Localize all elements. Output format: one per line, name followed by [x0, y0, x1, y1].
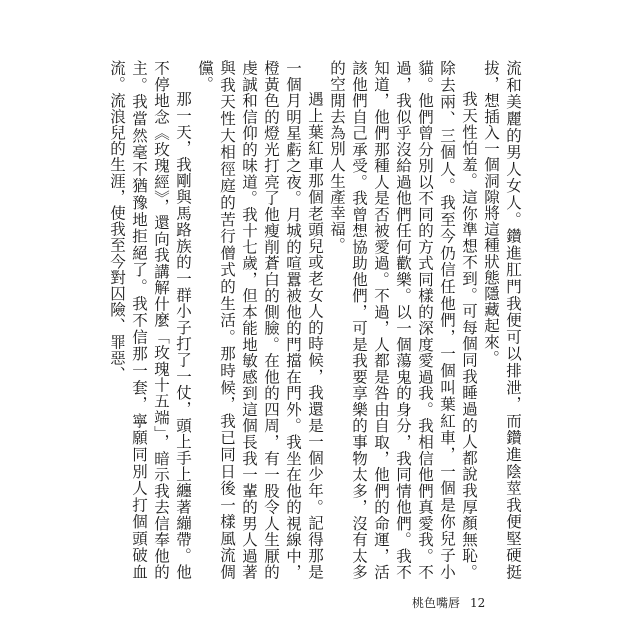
book-title: 桃色嘴唇	[412, 596, 461, 610]
paragraph-1: 流和美麗的男人女人。鑽進肛門我便可以排泄，而鑽進陰莖我便堅硬挺拔，想插入一個洞隙將這種狀態隱藏起來。	[482, 60, 522, 580]
paragraph-3: 遇上葉紅車那個老頭兒或老女人的時候，我還是一個少年。記得那是一個月明星虧之夜。月城的喧囂被他的門擋在門外。我坐在他的視線中，橙黃色的燈光打亮了他瘦削蒼白的側臉。在他的四周，有一股令人生厭的虔誠和信仰的味道。我十七歲，但本能地敏感到這個長我一輩的男人過著與我天性大相徑庭的苦行僧式的生活。那時候，我已同日後一樣風流倜儻。	[196, 60, 324, 580]
page-number: 12	[470, 596, 486, 610]
vertical-text-body	[108, 60, 524, 580]
paragraph-4: 那一天，我剛與馬路族的一群小子打了一仗，頭上手上纏著繃帶。他不停地念《玫瑰經》，還向我講解什麼「玫瑰十五端」，暗示我去信奉他的主。我當然毫不猶豫地拒絕了。我不信那一套，寧願同別人打個頭破血流。流浪兒的生涯，使我至今對囚險、罪惡、	[108, 60, 192, 580]
page-footer	[412, 594, 485, 611]
paragraph-2: 我天性怕羞。這你準想不到。可每個同我睡過的人都說我厚顏無恥。除去兩、三個人。我至今仍信任他們，一個叫葉紅車，一個是你兒子小貓。他們曾分別以不同的方式同樣的深度愛過我。我相信他們真愛我。不過，我似乎沒給過他們任何歡樂。以一個蕩鬼的身分，我同情他們。我不知道，他們那種人是否被愛過。不過，人都是咎由自取，他們的命運，活該他們自己承受。我曾想協助他們，可是我要享樂的事物太多，沒有太多的空閒去為別人生產幸福。	[328, 60, 478, 580]
